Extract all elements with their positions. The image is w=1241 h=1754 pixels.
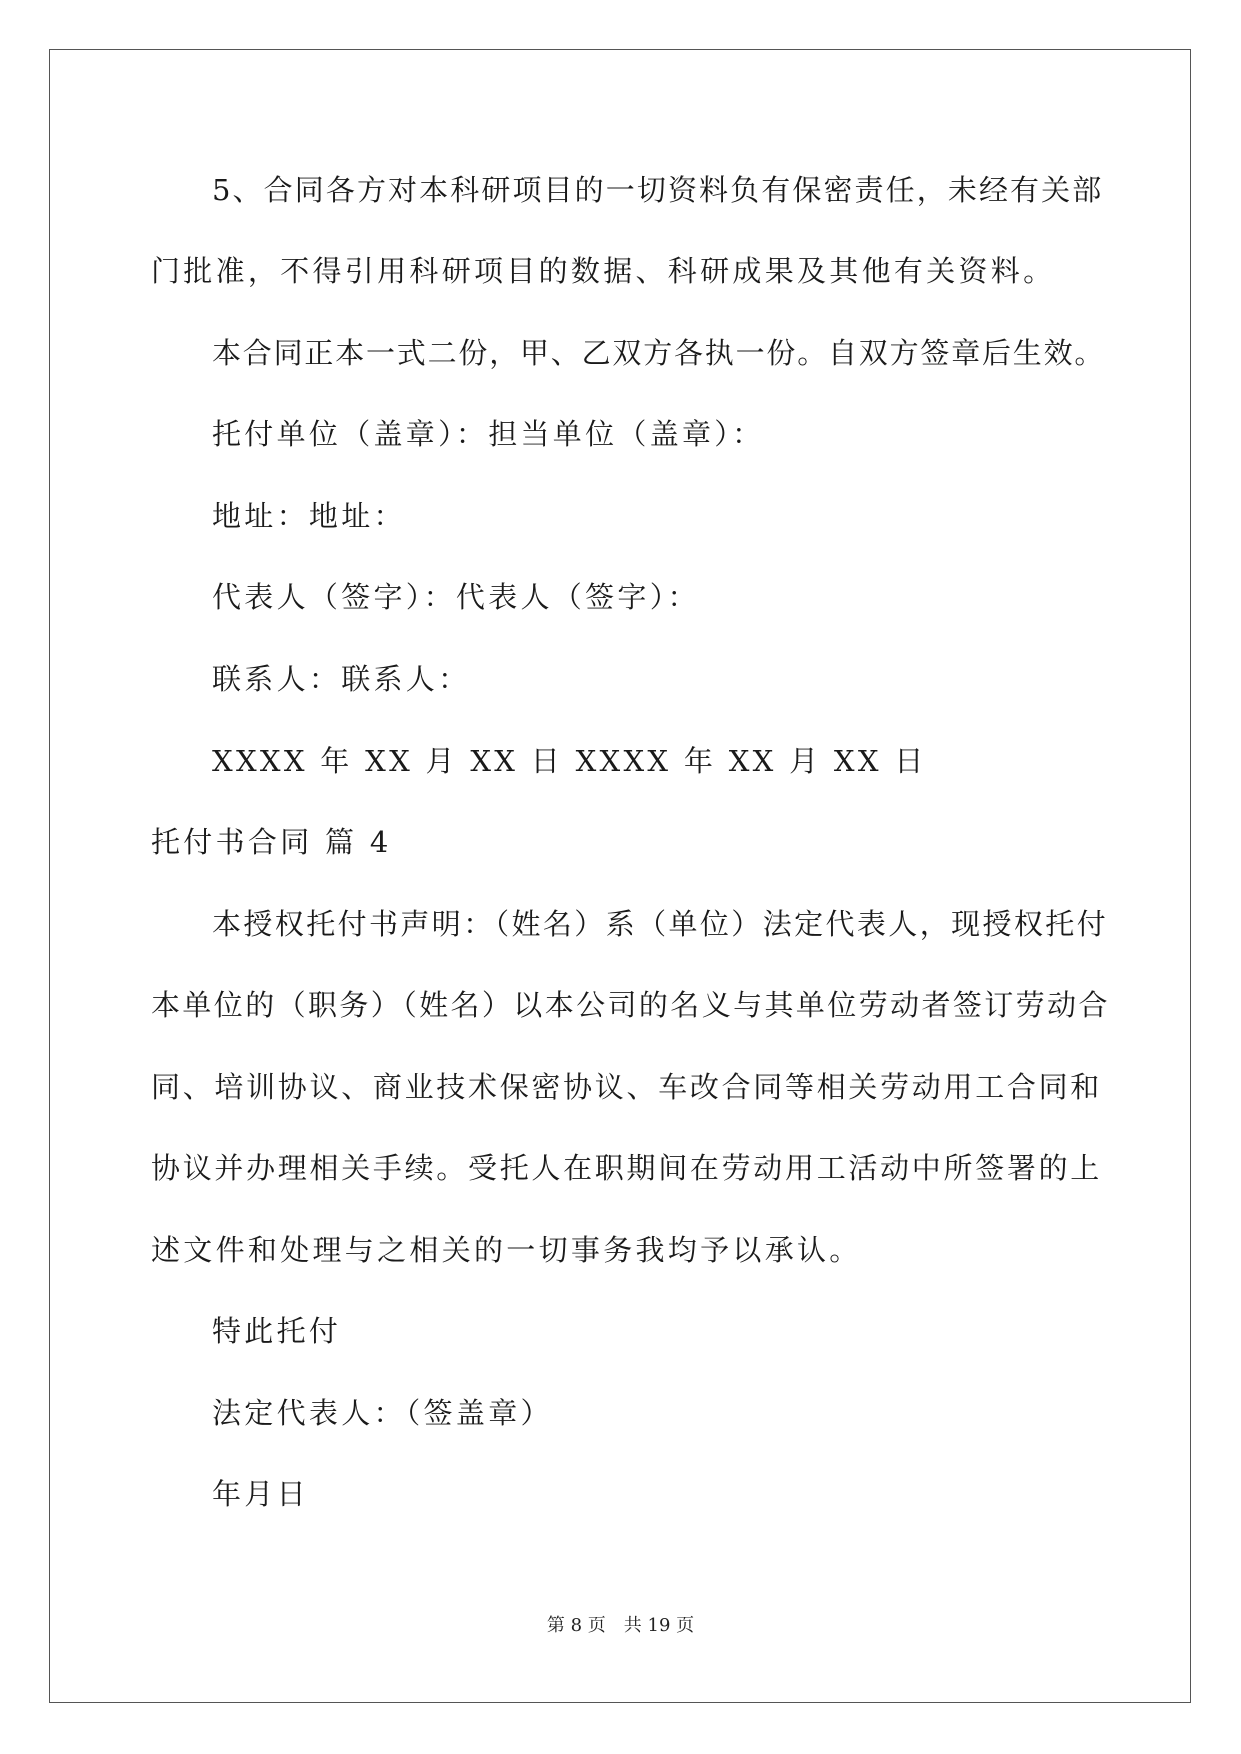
date-line: XXXX 年 XX 月 XX 日 XXXX 年 XX 月 XX 日 (212, 744, 927, 778)
signatory-unit-line: 托付单位（盖章）：担当单位（盖章）： (212, 417, 765, 451)
paragraph-line: 同、培训协议、商业技术保密协议、车改合同等相关劳动用工合同和 (151, 1070, 1103, 1104)
paragraph-line: 协议并办理相关手续。受托人在职期间在劳动用工活动中所签署的上 (151, 1151, 1103, 1185)
legal-representative-line: 法定代表人：（签盖章） (212, 1396, 553, 1430)
representative-line: 代表人（签字）：代表人（签字）： (212, 580, 700, 614)
page-current: 第 8 页 (546, 1615, 606, 1636)
page-total: 共 19 页 (623, 1615, 695, 1636)
section-heading: 托付书合同 篇 4 (151, 825, 392, 859)
paragraph-line: 门批准，不得引用科研项目的数据、科研成果及其他有关资料。 (151, 254, 1056, 288)
paragraph-line: 本合同正本一式二份，甲、乙双方各执一份。自双方签章后生效。 (212, 336, 1106, 370)
paragraph-line: 本单位的（职务）（姓名）以本公司的名义与其单位劳动者签订劳动合 (151, 988, 1110, 1022)
closing-line: 特此托付 (212, 1314, 342, 1348)
page-frame (49, 49, 1191, 1703)
contact-line: 联系人：联系人： (212, 662, 471, 696)
paragraph-line: 5、合同各方对本科研项目的一切资料负有保密责任，未经有关部 (212, 173, 1104, 207)
paragraph-line: 述文件和处理与之相关的一切事务我均予以承认。 (151, 1233, 862, 1267)
address-line: 地址：地址： (212, 499, 406, 533)
page-footer (0, 1614, 1241, 1638)
date-placeholder-line: 年月日 (212, 1477, 309, 1511)
paragraph-line: 本授权托付书声明：（姓名）系（单位）法定代表人，现授权托付 (212, 907, 1109, 941)
